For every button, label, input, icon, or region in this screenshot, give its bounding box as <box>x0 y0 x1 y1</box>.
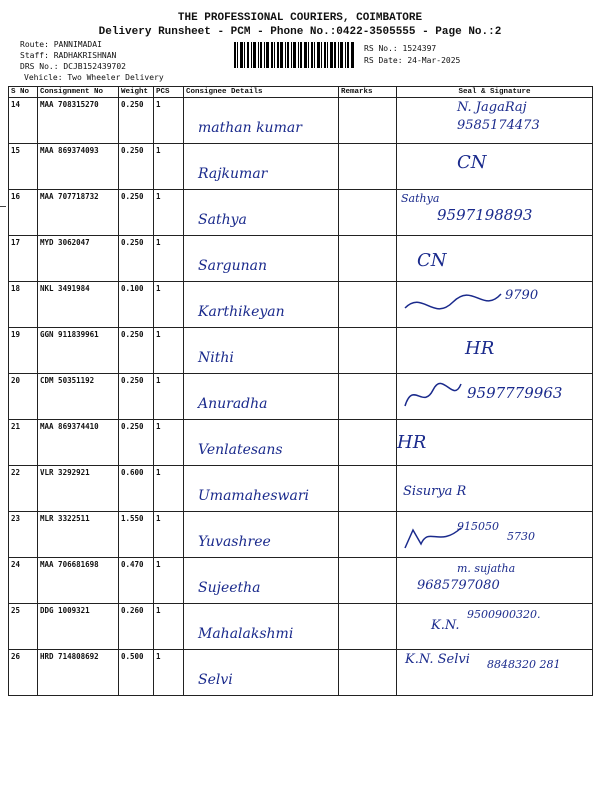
consignment-cell: MLR 3322511 <box>38 512 119 558</box>
pcs-cell: 1 <box>154 558 184 604</box>
pcs-cell: 1 <box>154 604 184 650</box>
consignment-cell: MAA 706681698 <box>38 558 119 604</box>
consignment-cell: HRD 714808692 <box>38 650 119 696</box>
remarks-cell <box>339 190 397 236</box>
pcs-cell: 1 <box>154 374 184 420</box>
route-label: Route: PANNIMADAI <box>20 40 102 49</box>
sno-cell: 14 <box>9 98 38 144</box>
signature-cell <box>397 236 593 282</box>
consignee-handwriting: Sargunan <box>198 258 267 274</box>
phone-handwriting: 9597198893 <box>437 206 533 224</box>
consignee-cell <box>184 282 339 328</box>
document-title: THE PROFESSIONAL COURIERS, COIMBATORE <box>177 12 423 24</box>
sno-cell: 24 <box>9 558 38 604</box>
sno-cell: 20 <box>9 374 38 420</box>
pcs-cell: 1 <box>154 190 184 236</box>
consignment-cell: MAA 869374410 <box>38 420 119 466</box>
consignee-cell <box>184 466 339 512</box>
consignee-handwriting: Venlatesans <box>198 442 283 458</box>
runsheet-table <box>8 86 593 696</box>
pcs-cell: 1 <box>154 144 184 190</box>
table-row <box>9 558 593 604</box>
pcs-cell: 1 <box>154 466 184 512</box>
consignee-handwriting: Karthikeyan <box>198 304 285 320</box>
table-row <box>9 650 593 696</box>
consignee-handwriting: Sujeetha <box>198 580 261 596</box>
consignment-cell: MAA 708315270 <box>38 98 119 144</box>
signature-scribble-icon <box>403 522 463 552</box>
vehicle-label: Vehicle: Two Wheeler Delivery <box>24 73 164 82</box>
consignee-cell <box>184 328 339 374</box>
table-row <box>9 512 593 558</box>
signature-handwriting: N. JagaRaj <box>457 100 527 115</box>
weight-cell: 1.550 <box>119 512 154 558</box>
consignment-cell: GGN 911839961 <box>38 328 119 374</box>
consignee-cell <box>184 190 339 236</box>
signature-cell <box>397 328 593 374</box>
remarks-cell <box>339 236 397 282</box>
consignee-cell <box>184 144 339 190</box>
margin-mark <box>0 206 6 207</box>
sno-cell: 15 <box>9 144 38 190</box>
signature-handwriting: K.N. Selvi <box>405 652 470 667</box>
weight-cell: 0.250 <box>119 328 154 374</box>
remarks-cell <box>339 420 397 466</box>
signature-cell <box>397 604 593 650</box>
pcs-cell: 1 <box>154 328 184 374</box>
signature-cell <box>397 190 593 236</box>
phone-handwriting: 9585174473 <box>457 118 540 133</box>
remarks-cell <box>339 98 397 144</box>
signature-cell <box>397 512 593 558</box>
remarks-cell <box>339 604 397 650</box>
weight-cell: 0.100 <box>119 282 154 328</box>
consignee-cell <box>184 374 339 420</box>
signature-cell <box>397 466 593 512</box>
weight-cell: 0.250 <box>119 420 154 466</box>
signature-handwriting: 9790 <box>505 288 539 303</box>
col-consignee: Consignee Details <box>184 87 339 98</box>
table-row <box>9 374 593 420</box>
consignee-cell <box>184 604 339 650</box>
consignee-handwriting: Selvi <box>198 672 233 688</box>
drs-number: DRS No.: DCJB152439702 <box>20 62 126 71</box>
weight-cell: 0.260 <box>119 604 154 650</box>
remarks-cell <box>339 466 397 512</box>
consignee-handwriting: Yuvashree <box>198 534 271 550</box>
signature-handwriting: 915050 <box>457 520 499 533</box>
sno-cell: 17 <box>9 236 38 282</box>
consignee-cell <box>184 98 339 144</box>
weight-cell: 0.500 <box>119 650 154 696</box>
sno-cell: 21 <box>9 420 38 466</box>
pcs-cell: 1 <box>154 98 184 144</box>
consignment-cell: DDG 1009321 <box>38 604 119 650</box>
signature-handwriting: Sathya <box>401 192 440 205</box>
remarks-cell <box>339 512 397 558</box>
signature-scribble-icon <box>403 380 463 410</box>
table-header-row <box>9 87 593 98</box>
signature-cell <box>397 98 593 144</box>
weight-cell: 0.600 <box>119 466 154 512</box>
consignment-cell: NKL 3491984 <box>38 282 119 328</box>
signature-handwriting: CN <box>457 152 487 173</box>
col-remarks: Remarks <box>339 87 397 98</box>
phone-handwriting: 8848320 281 <box>487 658 561 671</box>
weight-cell: 0.250 <box>119 236 154 282</box>
sno-cell: 26 <box>9 650 38 696</box>
consignment-cell: CDM 50351192 <box>38 374 119 420</box>
table-row <box>9 328 593 374</box>
consignment-cell: VLR 3292921 <box>38 466 119 512</box>
sno-cell: 18 <box>9 282 38 328</box>
table-row <box>9 604 593 650</box>
table-row <box>9 236 593 282</box>
consignment-cell: MAA 707718732 <box>38 190 119 236</box>
barcode-image <box>234 42 354 68</box>
signature-handwriting: HR <box>465 338 495 359</box>
consignee-cell <box>184 236 339 282</box>
signature-cell <box>397 650 593 696</box>
signature-handwriting: CN <box>417 250 447 271</box>
signature-cell <box>397 144 593 190</box>
sno-cell: 22 <box>9 466 38 512</box>
consignment-cell: MYD 3062047 <box>38 236 119 282</box>
col-sno: S No <box>9 87 38 98</box>
signature-cell <box>397 420 593 466</box>
consignee-handwriting: Nithi <box>198 350 234 366</box>
signature-handwriting: K.N. <box>431 618 460 633</box>
consignee-handwriting: Umamaheswari <box>198 488 310 504</box>
pcs-cell: 1 <box>154 420 184 466</box>
table-row <box>9 98 593 144</box>
sno-cell: 25 <box>9 604 38 650</box>
consignment-cell: MAA 869374093 <box>38 144 119 190</box>
consignee-handwriting: Anuradha <box>198 396 268 412</box>
signature-handwriting: 9597779963 <box>467 384 563 402</box>
remarks-cell <box>339 328 397 374</box>
consignee-handwriting: mathan kumar <box>198 120 302 136</box>
document-subtitle: Delivery Runsheet - PCM - Phone No.:0422-3505555 - Page No.:2 <box>98 26 502 38</box>
signature-cell <box>397 558 593 604</box>
sno-cell: 19 <box>9 328 38 374</box>
phone-handwriting: 9685797080 <box>417 578 500 593</box>
weight-cell: 0.250 <box>119 98 154 144</box>
consignee-handwriting: Mahalakshmi <box>198 626 294 642</box>
signature-handwriting: HR <box>397 432 427 453</box>
phone-handwriting: 9500900320. <box>467 608 541 621</box>
weight-cell: 0.250 <box>119 374 154 420</box>
sno-cell: 16 <box>9 190 38 236</box>
sno-cell: 23 <box>9 512 38 558</box>
weight-cell: 0.250 <box>119 190 154 236</box>
table-row <box>9 282 593 328</box>
consignee-cell <box>184 558 339 604</box>
signature-handwriting: m. sujatha <box>457 562 516 575</box>
pcs-cell: 1 <box>154 282 184 328</box>
rs-date: RS Date: 24-Mar-2025 <box>364 56 461 65</box>
signature-cell <box>397 374 593 420</box>
consignee-handwriting: Rajkumar <box>198 166 268 182</box>
col-pcs: PCS <box>154 87 184 98</box>
pcs-cell: 1 <box>154 236 184 282</box>
signature-scribble-icon <box>403 288 503 318</box>
pcs-cell: 1 <box>154 650 184 696</box>
weight-cell: 0.250 <box>119 144 154 190</box>
remarks-cell <box>339 558 397 604</box>
table-row <box>9 190 593 236</box>
rs-number: RS No.: 1524397 <box>364 44 437 53</box>
remarks-cell <box>339 374 397 420</box>
remarks-cell <box>339 650 397 696</box>
remarks-cell <box>339 282 397 328</box>
table-row <box>9 466 593 512</box>
remarks-cell <box>339 144 397 190</box>
col-weight: Weight <box>119 87 154 98</box>
consignee-cell <box>184 420 339 466</box>
consignee-handwriting: Sathya <box>198 212 247 228</box>
consignee-cell <box>184 512 339 558</box>
pcs-cell: 1 <box>154 512 184 558</box>
col-consignment: Consignment No <box>38 87 119 98</box>
table-row <box>9 144 593 190</box>
signature-handwriting: Sisurya R <box>403 484 467 499</box>
signature-cell <box>397 282 593 328</box>
consignee-cell <box>184 650 339 696</box>
staff-label: Staff: RADHAKRISHNAN <box>20 51 117 60</box>
col-signature: Seal & Signature <box>397 87 593 98</box>
table-row <box>9 420 593 466</box>
phone-handwriting: 5730 <box>507 530 535 543</box>
weight-cell: 0.470 <box>119 558 154 604</box>
